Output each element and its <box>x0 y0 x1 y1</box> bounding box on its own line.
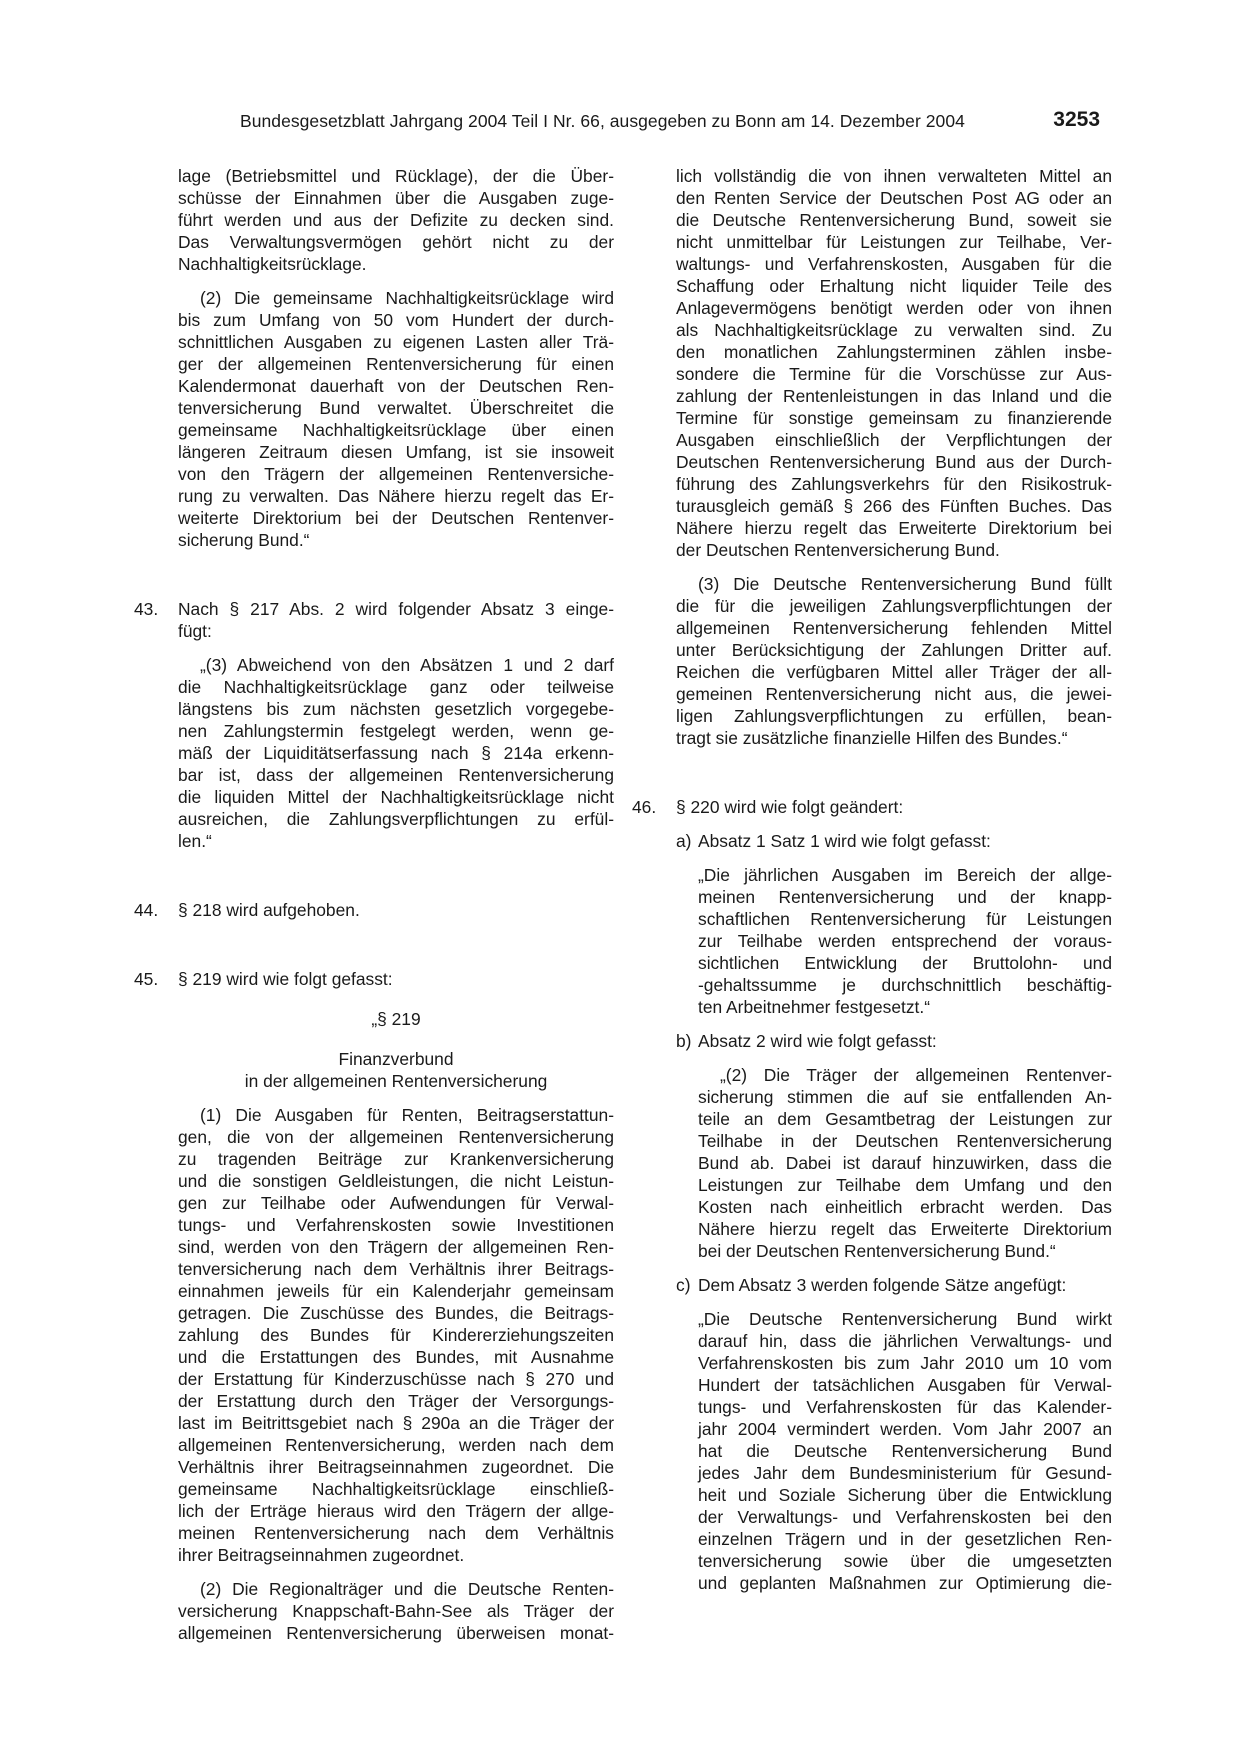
sub-item-text: Dem Absatz 3 werden folgende Sätze angefügt: <box>698 1275 1067 1295</box>
text-line: und geplanten Maßnahmen zur Optimierung die- <box>698 1573 1112 1593</box>
text-line: bar ist, dass der allgemeinen Rentenversicherung <box>178 765 614 785</box>
text-line: meinen Rentenversicherung nach dem Verhältnis <box>178 1523 614 1543</box>
item-number: 44. <box>134 900 159 920</box>
item-intro <box>178 598 614 642</box>
text-line: gemeinsame Nachhaltigkeitsrücklage einschließ- <box>178 1479 614 1499</box>
text-line: tragt sie zusätzliche finanzielle Hilfen des Bundes.“ <box>676 728 1068 748</box>
item-number: 43. <box>134 599 159 619</box>
sub-item-a <box>632 830 1112 852</box>
text-line: einnahmen jeweils für ein Kalenderjahr gemeinsam <box>178 1281 614 1301</box>
text-line: fügt: <box>178 621 212 641</box>
text-line: ihrer Beitragseinnahmen zugeordnet. <box>178 1545 465 1565</box>
text-line: die Deutsche Rentenversicherung Bund, soweit sie <box>676 210 1112 230</box>
text-line: Deutschen Rentenversicherung Bund aus der Durch- <box>676 452 1112 472</box>
text-line: waltungs- und Verfahrenskosten, Ausgaben für die <box>676 254 1112 274</box>
left-column <box>134 165 614 1644</box>
text-line: sicherung stimmen die auf sie entfallenden An- <box>698 1087 1112 1107</box>
text-line: den monatlichen Zahlungsterminen zählen insbe- <box>676 342 1112 362</box>
text-line: hat die Deutsche Rentenversicherung Bund <box>698 1441 1112 1461</box>
text-line: Termine für sonstige gemeinsam zu finanzierende <box>676 408 1112 428</box>
gazette-title: Bundesgesetzblatt Jahrgang 2004 Teil I Nr. 66, ausgegeben zu Bonn am 14. Dezember 2004 <box>240 111 965 131</box>
text-line: nicht unmittelbar für Leistungen zur Teilhabe, Ver- <box>676 232 1112 252</box>
text-line: ligen Zahlungsverpflichtungen zu erfüllen, bean- <box>676 706 1112 726</box>
text-line: lich der Erträge hieraus wird den Trägern der allge- <box>178 1501 614 1521</box>
section-subheading: in der allgemeinen Rentenversicherung <box>244 1071 548 1091</box>
text-line: allgemeinen Rentenversicherung fehlenden Mittel <box>676 618 1112 638</box>
text-line: Ausgaben einschließlich der Verpflichtungen der <box>676 430 1112 450</box>
text-line: sichtlichen Entwicklung der Bruttolohn- und <box>698 953 1112 973</box>
text-line: weiterte Direktorium bei der Deutschen Rentenver- <box>178 508 614 528</box>
text-line: heit und Soziale Sicherung über die Entwicklung <box>698 1485 1112 1505</box>
item-intro: § 220 wird wie folgt geändert: <box>676 797 904 817</box>
item-text: § 218 wird aufgehoben. <box>178 900 360 920</box>
text-line: gemeinen Rentenversicherung nicht aus, die jewei- <box>676 684 1112 704</box>
item-number: 46. <box>632 797 657 817</box>
text-line: zahlung des Bundes für Kindererziehungszeiten <box>178 1325 614 1345</box>
sub-item-b <box>632 1030 1112 1052</box>
text-line: teile an dem Gesamtbetrag der Leistungen zur <box>698 1109 1112 1129</box>
list-item-43 <box>134 598 614 642</box>
text-line: -gehaltssumme je durchschnittlich beschäftig- <box>698 975 1112 995</box>
text-line: jedes Jahr dem Bundesministerium für Gesund- <box>698 1463 1112 1483</box>
text-line: „(2) Die Träger der allgemeinen Rentenver- <box>720 1065 1112 1085</box>
text-line: bei der Deutschen Rentenversicherung Bund.“ <box>698 1241 1056 1261</box>
text-line: Das Verwaltungsvermögen gehört nicht zu der <box>178 232 614 252</box>
quoted-paragraph-220-1 <box>698 864 1112 1018</box>
text-line: als Nachhaltigkeitsrücklage zu verwalten sind. Zu <box>676 320 1112 340</box>
text-line: und die Erstattungen des Bundes, mit Ausnahme <box>178 1347 614 1367</box>
text-line: Nähere hierzu regelt das Erweiterte Direktorium bei <box>676 518 1112 538</box>
text-line: Teilhabe in der Deutschen Rentenversicherung <box>698 1131 1112 1151</box>
text-line: gen zur Teilhabe oder Aufwendungen für Verwal- <box>178 1193 614 1213</box>
text-line: versicherung Knappschaft-Bahn-See als Träger der <box>178 1601 614 1621</box>
text-line: zu tragenden Beiträge zur Krankenversicherung <box>178 1149 614 1169</box>
list-item-45 <box>134 968 614 990</box>
text-line: einzelnen Trägern und in der gesetzlichen Ren- <box>698 1529 1112 1549</box>
text-line: (2) Die Regionalträger und die Deutsche Renten- <box>200 1579 614 1599</box>
item-intro: § 219 wird wie folgt gefasst: <box>178 969 393 989</box>
paragraph-219-3 <box>676 573 1112 749</box>
sub-item-text: Absatz 2 wird wie folgt gefasst: <box>698 1031 937 1051</box>
text-line: (2) Die gemeinsame Nachhaltigkeitsrücklage wird <box>200 288 614 308</box>
text-line: führt werden und aus der Defizite zu decken sind. <box>178 210 614 230</box>
text-line: last im Beitrittsgebiet nach § 290a an die Träger der <box>178 1413 614 1433</box>
text-line: darauf hin, dass die jährlichen Verwaltungs- und <box>698 1331 1112 1351</box>
text-line: sicherung Bund.“ <box>178 530 310 550</box>
text-line: tenversicherung sowie über die umgesetzten <box>698 1551 1112 1571</box>
text-line: tungs- und Verfahrenskosten für das Kalender- <box>698 1397 1112 1417</box>
text-line: Leistungen zur Teilhabe dem Umfang und den <box>698 1175 1112 1195</box>
text-line: (3) Die Deutsche Rentenversicherung Bund füllt <box>698 574 1112 594</box>
text-line: tenversicherung Bund verwaltet. Überschreitet die <box>178 398 614 418</box>
text-line: gen, die von der allgemeinen Rentenversicherung <box>178 1127 614 1147</box>
text-line: von den Trägern der allgemeinen Rentenversiche- <box>178 464 614 484</box>
list-item-44 <box>134 899 614 921</box>
text-line: der Deutschen Rentenversicherung Bund. <box>676 540 1000 560</box>
text-line: Kosten nach einheitlich erbracht werden. Das <box>698 1197 1112 1217</box>
sub-item-letter: b) <box>676 1031 692 1051</box>
text-line: tungs- und Verfahrenskosten sowie Investitionen <box>178 1215 614 1235</box>
text-line: schaftlichen Rentenversicherung für Leistungen <box>698 909 1112 929</box>
text-line: „Die jährlichen Ausgaben im Bereich der allge- <box>698 865 1112 885</box>
sub-item-c <box>632 1274 1112 1296</box>
text-line: rung zu verwalten. Das Nähere hierzu regelt das Er- <box>178 486 614 506</box>
text-line: mäß der Liquiditätserfassung nach § 214a erkenn- <box>178 743 614 763</box>
text-line: Bund ab. Dabei ist darauf hinzuwirken, dass die <box>698 1153 1112 1173</box>
text-line: die liquiden Mittel der Nachhaltigkeitsrücklage nicht <box>178 787 614 807</box>
text-line: Kalendermonat dauerhaft von der Deutschen Ren- <box>178 376 614 396</box>
sub-item-text: Absatz 1 Satz 1 wird wie folgt gefasst: <box>698 831 991 851</box>
text-line: der Verwaltungs- und Verfahrenskosten bei den <box>698 1507 1112 1527</box>
text-line: Nach § 217 Abs. 2 wird folgender Absatz 3 einge- <box>178 599 614 619</box>
item-number: 45. <box>134 969 159 989</box>
text-line: schnittlichen Ausgaben zu eigenen Lasten aller Trä- <box>178 332 614 352</box>
right-column <box>632 165 1112 1594</box>
text-line: (1) Die Ausgaben für Renten, Beitragserstattun- <box>200 1105 614 1125</box>
text-line: meinen Rentenversicherung und der knapp- <box>698 887 1112 907</box>
text-line: lage (Betriebsmittel und Rücklage), der die Über- <box>178 166 614 186</box>
section-number: „§ 219 <box>371 1009 421 1029</box>
sub-item-letter: a) <box>676 831 692 851</box>
text-line: längeren Zeitraum diesen Umfang, ist sie insoweit <box>178 442 614 462</box>
sub-item-letter: c) <box>676 1275 691 1295</box>
text-line: Nachhaltigkeitsrücklage. <box>178 254 367 274</box>
quoted-paragraph-220-3 <box>698 1308 1112 1594</box>
text-line: Hundert der tatsächlichen Ausgaben für Verwal- <box>698 1375 1112 1395</box>
text-line: führung des Zahlungsverkehrs für den Risikostruk- <box>676 474 1112 494</box>
text-line: „(3) Abweichend von den Absätzen 1 und 2 darf <box>200 655 614 675</box>
section-heading: Finanzverbund <box>338 1049 454 1069</box>
text-line: der Erstattung durch den Träger der Versorgungs- <box>178 1391 614 1411</box>
text-line: bis zum Umfang von 50 vom Hundert der durch- <box>178 310 614 330</box>
text-line: tenversicherung nach dem Verhältnis ihrer Beitrags- <box>178 1259 614 1279</box>
text-line: die für die jeweiligen Zahlungsverpflichtungen der <box>676 596 1112 616</box>
paragraph-219-2 <box>178 1578 614 1644</box>
text-line: der Erstattung für Kinderzuschüsse nach § 270 und <box>178 1369 614 1389</box>
paragraph-219-1 <box>178 1104 614 1566</box>
text-line: zahlung der Rentenleistungen in das Inland und die <box>676 386 1112 406</box>
text-line: gemeinsame Nachhaltigkeitsrücklage über einen <box>178 420 614 440</box>
text-line: schüsse der Einnahmen über die Ausgaben zuge- <box>178 188 614 208</box>
text-line: den Renten Service der Deutschen Post AG oder an <box>676 188 1112 208</box>
page-number: 3253 <box>1053 108 1100 131</box>
text-line: Reichen die verfügbaren Mittel aller Träger der all- <box>676 662 1112 682</box>
list-item-46 <box>632 796 1112 818</box>
text-line: die Nachhaltigkeitsrücklage ganz oder teilweise <box>178 677 614 697</box>
text-line: ausreichen, die Zahlungsverpflichtungen zu erfül- <box>178 809 614 829</box>
text-line: Schaffung oder Erhaltung nicht liquider Teile des <box>676 276 1112 296</box>
text-line: längstens bis zum nächsten gesetzlich vorgegebe- <box>178 699 614 719</box>
text-line: nen Zahlungstermin festgelegt werden, wenn ge- <box>178 721 614 741</box>
text-line: Verhältnis ihrer Beitragseinnahmen zugeordnet. Die <box>178 1457 614 1477</box>
text-line: jahr 2004 vermindert werden. Vom Jahr 2007 an <box>698 1419 1112 1439</box>
paragraph-sustainability-reserve <box>178 287 614 551</box>
text-line: allgemeinen Rentenversicherung, werden nach dem <box>178 1435 614 1455</box>
text-line: Nähere hierzu regelt das Erweiterte Direktorium <box>698 1219 1112 1239</box>
text-line: Anlagevermögens benötigt werden oder von ihnen <box>676 298 1112 318</box>
text-line: sondere die Termine für die Vorschüsse zur Aus- <box>676 364 1112 384</box>
text-line: und die sonstigen Geldleistungen, die nicht Leistun- <box>178 1171 614 1191</box>
text-line: zur Teilhabe werden entsprechend der voraus- <box>698 931 1112 951</box>
paragraph-reserve-definition <box>178 165 614 275</box>
page-header <box>240 108 1100 137</box>
text-line: allgemeinen Rentenversicherung überweisen monat- <box>178 1623 614 1643</box>
text-line: len.“ <box>178 831 212 851</box>
quoted-paragraph-220-2 <box>698 1064 1112 1262</box>
paragraph-219-2-continued <box>676 165 1112 561</box>
text-line: turausgleich gemäß § 266 des Fünften Buches. Das <box>676 496 1112 516</box>
text-line: „Die Deutsche Rentenversicherung Bund wirkt <box>698 1309 1112 1329</box>
text-line: sind, werden von den Trägern der allgemeinen Ren- <box>178 1237 614 1257</box>
quoted-paragraph-217 <box>178 654 614 852</box>
text-line: Verfahrenskosten bis zum Jahr 2010 um 10 vom <box>698 1353 1112 1373</box>
text-line: unter Berücksichtigung der Zahlungen Dritter auf. <box>676 640 1112 660</box>
text-line: ger der allgemeinen Rentenversicherung für einen <box>178 354 614 374</box>
text-line: lich vollständig die von ihnen verwalteten Mittel an <box>676 166 1112 186</box>
text-line: getragen. Die Zuschüsse des Bundes, die Beitrags- <box>178 1303 614 1323</box>
text-line: ten Arbeitnehmer festgesetzt.“ <box>698 997 930 1017</box>
